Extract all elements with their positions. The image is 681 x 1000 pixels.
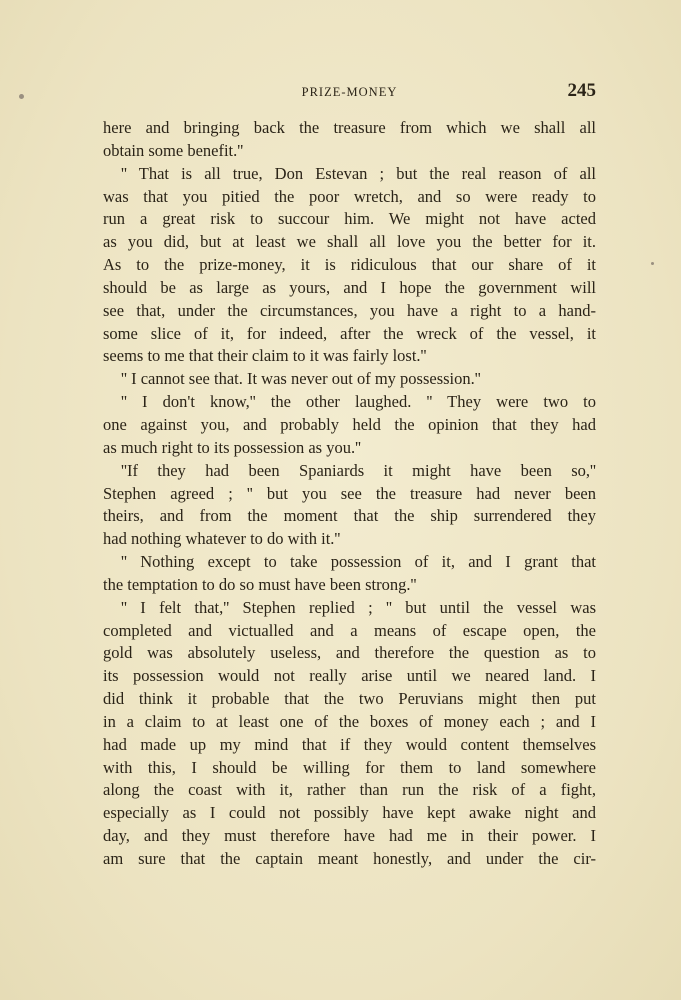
text-line: did think it probable that the two Peruvians might then put: [103, 689, 596, 709]
text-line: completed and victualled and a means of escape open, the: [103, 620, 596, 640]
text-line: theirs, and from the moment that the ship surrendered they: [103, 506, 596, 526]
text-line: here and bringing back the treasure from which we shall all: [103, 118, 596, 137]
page-number: 245: [567, 80, 596, 101]
text-line: some slice of it, for indeed, after the wreck of the vessel, it: [103, 323, 596, 343]
text-line: with this, I should be willing for them to land somewhere: [103, 757, 596, 777]
text-line: '' I cannot see that. It was never out of my possession.'': [121, 369, 481, 389]
running-head: PRIZE-MONEY: [301, 85, 398, 99]
text-line: '' That is all true, Don Estevan ; but the real reason of all: [121, 163, 596, 183]
text-line: seems to me that their claim to it was fairly lost.'': [103, 346, 427, 366]
text-line: as you did, but at least we shall all love you the better for it.: [103, 232, 596, 252]
text-line: am sure that the captain meant honestly, and under the cir-: [103, 849, 596, 868]
text-line: in a claim to at least one of the boxes of money each ; and I: [103, 711, 596, 731]
text-line: see that, under the circumstances, you have a right to a hand-: [103, 300, 596, 320]
text-line: along the coast with it, rather than run the risk of a fight,: [103, 780, 596, 800]
text-line: was that you pitied the poor wretch, and so were ready to: [103, 186, 596, 206]
text-line: Stephen agreed ; '' but you see the treasure had never been: [103, 483, 596, 503]
text-line: had made up my mind that if they would content themselves: [103, 734, 596, 754]
text-line: had nothing whatever to do with it.'': [103, 529, 341, 549]
text-line: the temptation to do so must have been strong.'': [103, 574, 417, 594]
margin-speck: [19, 94, 24, 99]
text-line: '' I felt that,'' Stephen replied ; '' but until the vessel was: [121, 597, 596, 617]
text-line: especially as I could not possibly have kept awake night and: [103, 803, 596, 823]
text-line: obtain some benefit.'': [103, 140, 244, 160]
text-line: '' I don't know,'' the other laughed. '' They were two to: [121, 392, 596, 412]
text-line: as much right to its possession as you.'': [103, 437, 362, 457]
text-line: run a great risk to succour him. We might not have acted: [103, 209, 596, 229]
text-line: day, and they must therefore have had me in their power. I: [103, 826, 596, 846]
text-line: its possession would not really arise until we neared land. I: [103, 666, 596, 686]
text-line: one against you, and probably held the opinion that they had: [103, 414, 596, 434]
text-line: gold was absolutely useless, and therefore the question as to: [103, 643, 596, 663]
page-header: [103, 80, 596, 104]
text-line: should be as large as yours, and I hope the government will: [103, 277, 596, 297]
text-line: ''If they had been Spaniards it might have been so,'': [121, 460, 596, 480]
margin-speck: [651, 262, 654, 265]
body-text: [103, 117, 596, 871]
text-line: '' Nothing except to take possession of it, and I grant that: [121, 552, 596, 572]
text-line: As to the prize-money, it is ridiculous that our share of it: [103, 255, 596, 275]
